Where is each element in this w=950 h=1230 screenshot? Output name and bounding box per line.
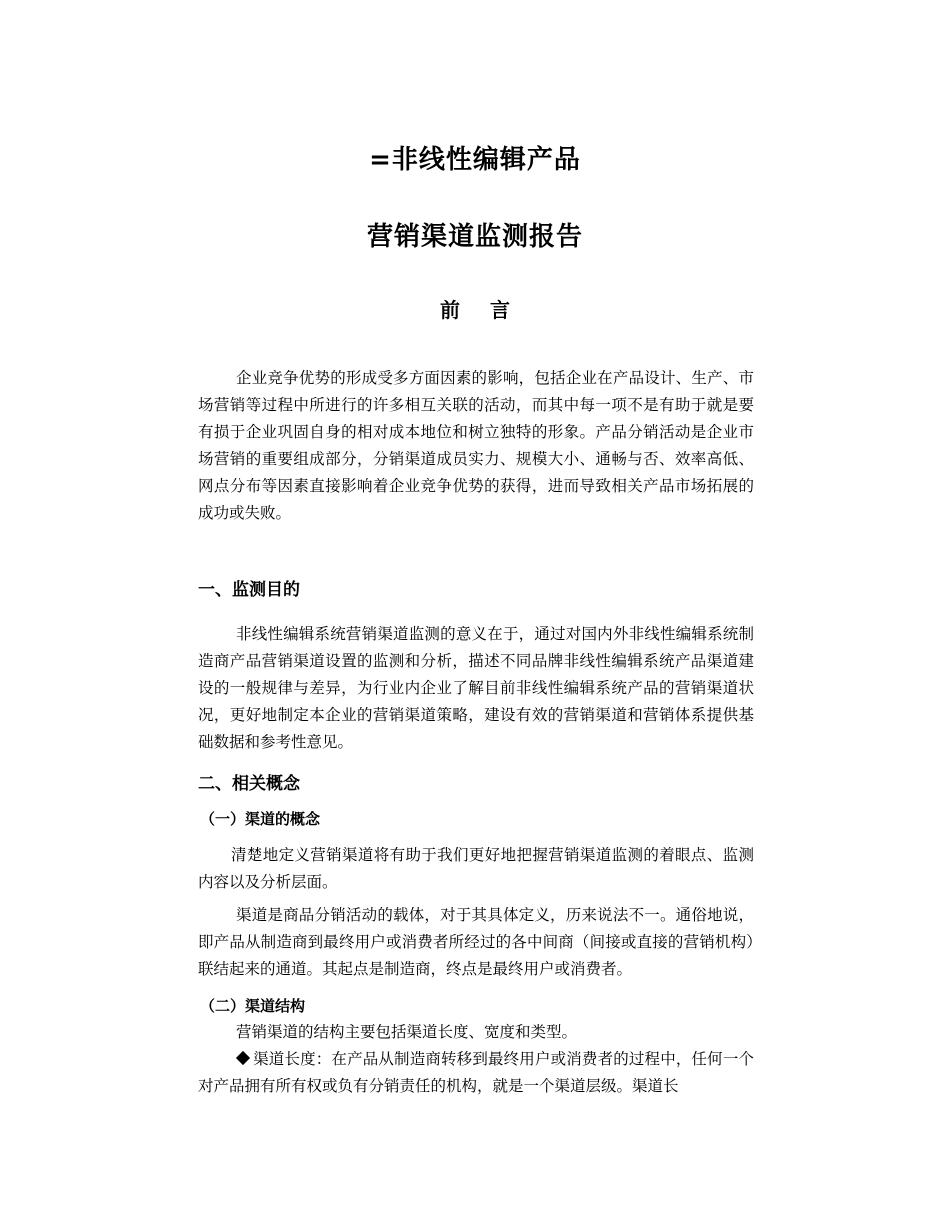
preface-heading: 前言 [440,298,540,322]
channel-length-text: 渠道长度：在产品从制造商转移到最终用户或消费者的过程中，任何一个对产品拥有所有权或负有分销责任的机构，就是一个渠道层级。渠道长 [198,1050,754,1095]
section-heading-concepts: 二、相关概念 [198,774,300,794]
channel-length-bullet [198,1046,754,1100]
subsection-heading-channel-structure: （二）渠道结构 [200,997,306,1015]
document-title-line-2: 营销渠道监测报告 [366,222,583,252]
document-title-line-1: =非线性编辑产品 [369,145,581,175]
black-diamond-icon [236,1051,250,1065]
purpose-paragraph: 非线性编辑系统营销渠道监测的意义在于，通过对国内外非线性编辑系统制造商产品营销渠道设置的监测和分析，描述不同品牌非线性编辑系统产品渠道建设的一般规律与差异，为行业内企业了解目前非线性编辑系统产品的营销渠道状况，更好地制定本企业的营销渠道策略，建设有效的营销渠道和营销体系提供基础数据和参考性意见。 [198,625,754,751]
channel-structure-paragraph: 营销渠道的结构主要包括渠道长度、宽度和类型。 [236,1023,578,1041]
subsection-heading-channel-concept: （一）渠道的概念 [200,810,321,828]
channel-concept-paragraph-2: 渠道是商品分销活动的载体，对于其具体定义，历来说法不一。通俗地说，即产品从制造商到最终用户或消费者所经过的各中间商（间接或直接的营销机构）联结起来的通道。其起点是制造商，终点是最终用户或消费者。 [198,906,754,978]
channel-concept-paragraph-1: 清楚地定义营销渠道将有助于我们更好地把握营销渠道监测的着眼点、监测内容以及分析层面。 [198,846,754,891]
section-heading-purpose: 一、监测目的 [198,580,300,600]
preface-paragraph: 企业竞争优势的形成受多方面因素的影响，包括企业在产品设计、生产、市场营销等过程中所进行的许多相互关联的活动，而其中每一项不是有助于就是要有损于企业巩固自身的相对成本地位和树立独特的形象。产品分销活动是企业市场营销的重要组成部分，分销渠道成员实力、规模大小、通畅与否、效率高低、网点分布等因素直接影响着企业竞争优势的获得，进而导致相关产品市场拓展的成功或失败。 [198,369,754,522]
